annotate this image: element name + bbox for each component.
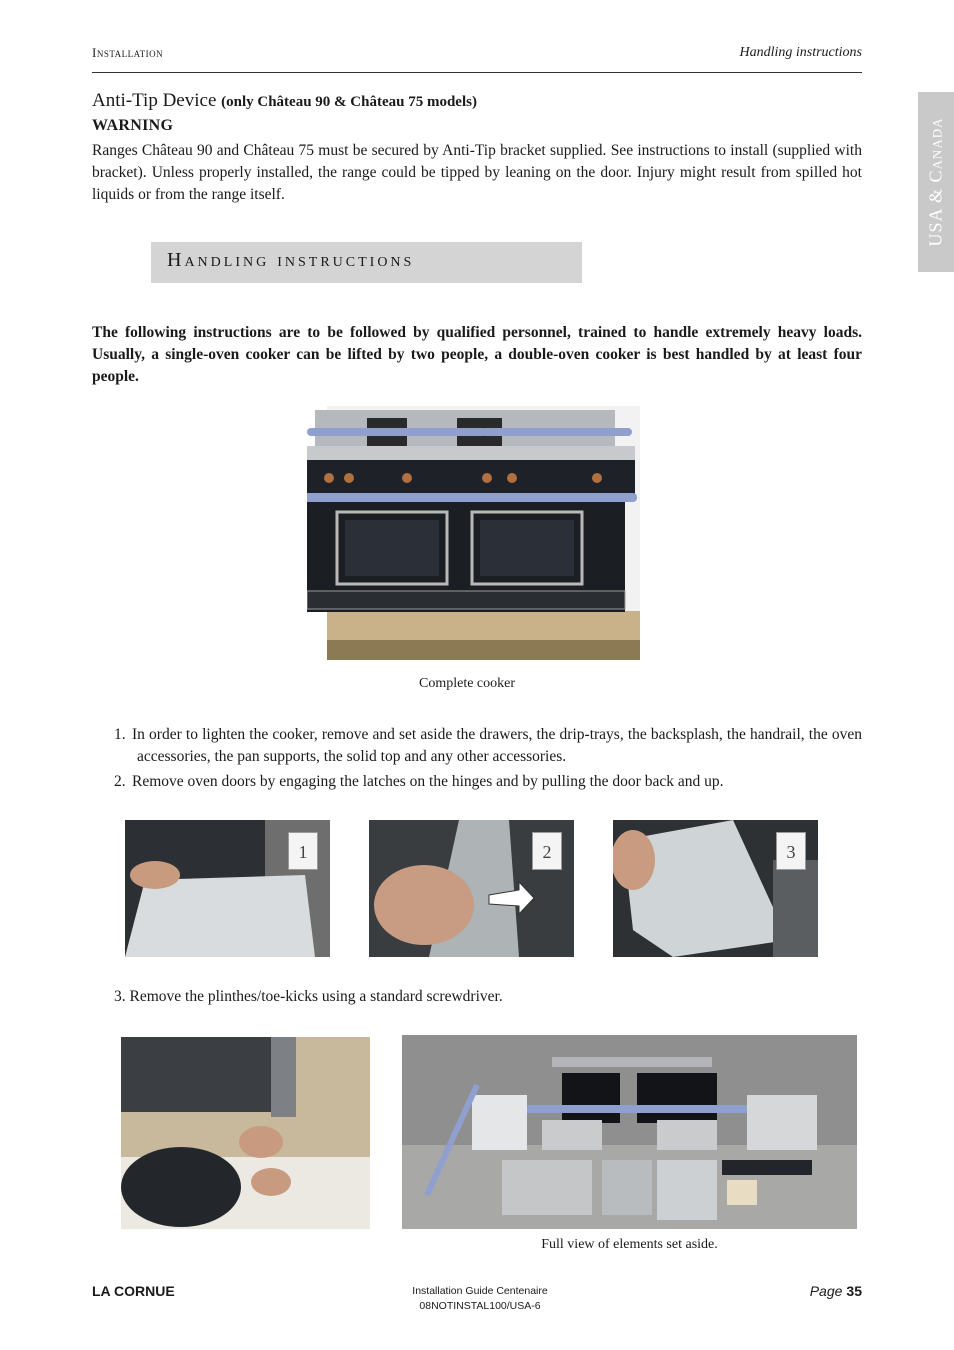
footer-guide-title: Installation Guide Centenaire: [412, 1285, 548, 1297]
section-title: Handling instructions: [167, 249, 415, 271]
cooker-photo: [307, 406, 640, 660]
step-text: Remove the plinthes/toe-kicks using a standard screwdriver.: [129, 988, 503, 1005]
step-list: [114, 724, 862, 796]
footer-page: [810, 1283, 862, 1299]
side-tab: [918, 92, 954, 272]
anti-tip-heading: [92, 90, 477, 112]
step-text: In order to lighten the cooker, remove and set aside the drawers, the drip-trays, the backsplash, the handrail, the oven accessories, the pan supports, the solid top and any other accessories.: [132, 726, 862, 765]
elements-caption: Full view of elements set aside.: [541, 1237, 718, 1252]
page-label: Page: [809, 1283, 843, 1299]
intro-paragraph: The following instructions are to be followed by qualified personnel, trained to handle extremely heavy loads. Usually, a single-oven cooker can be lifted by two people, a double-oven cooker is best handled by at least four people.: [92, 324, 862, 385]
step-text: Remove oven doors by engaging the latches on the hinges and by pulling the door back and up.: [132, 773, 724, 790]
step-number-badge: 1: [288, 832, 318, 870]
warning-label: WARNING: [92, 117, 174, 134]
elements-set-aside-photo: [402, 1035, 857, 1229]
header-topic: Handling instructions: [739, 45, 862, 60]
step-number-badge: 3: [776, 832, 806, 870]
anti-tip-body: Ranges Château 90 and Château 75 must be secured by Anti-Tip bracket supplied. See instructions to install (supplied with bracket). Unless properly installed, the range could be tipped by leaning on the door. Injury might result from spilled hot liquids or from the range itself.: [92, 142, 862, 203]
door-step-3-photo: [613, 820, 818, 957]
step-number: 1.: [114, 726, 126, 743]
anti-tip-subtitle: (only Château 90 & Château 75 models): [221, 94, 477, 110]
plinth-removal-photo: [121, 1037, 370, 1229]
step-number: 2.: [114, 773, 126, 790]
footer-document-info: [380, 1284, 580, 1314]
header-section: Installation: [92, 45, 164, 60]
side-tab-label: USA & Canada: [925, 117, 946, 247]
header-rule: [92, 72, 862, 73]
list-item: [114, 724, 862, 768]
list-item: [114, 771, 862, 793]
step-number: 3.: [114, 988, 126, 1005]
section-heading-band: [151, 242, 582, 283]
door-step-1-photo: [125, 820, 330, 957]
footer-brand: LA CORNUE: [92, 1283, 175, 1299]
page-number: 35: [846, 1283, 862, 1299]
step-number-badge: 2: [532, 832, 562, 870]
footer-document-code: 08NOTINSTAL100/USA-6: [419, 1300, 541, 1312]
cooker-caption: Complete cooker: [418, 676, 516, 691]
list-item: [114, 988, 503, 1006]
door-step-2-photo: [369, 820, 574, 957]
anti-tip-title: Anti-Tip Device: [92, 90, 217, 111]
